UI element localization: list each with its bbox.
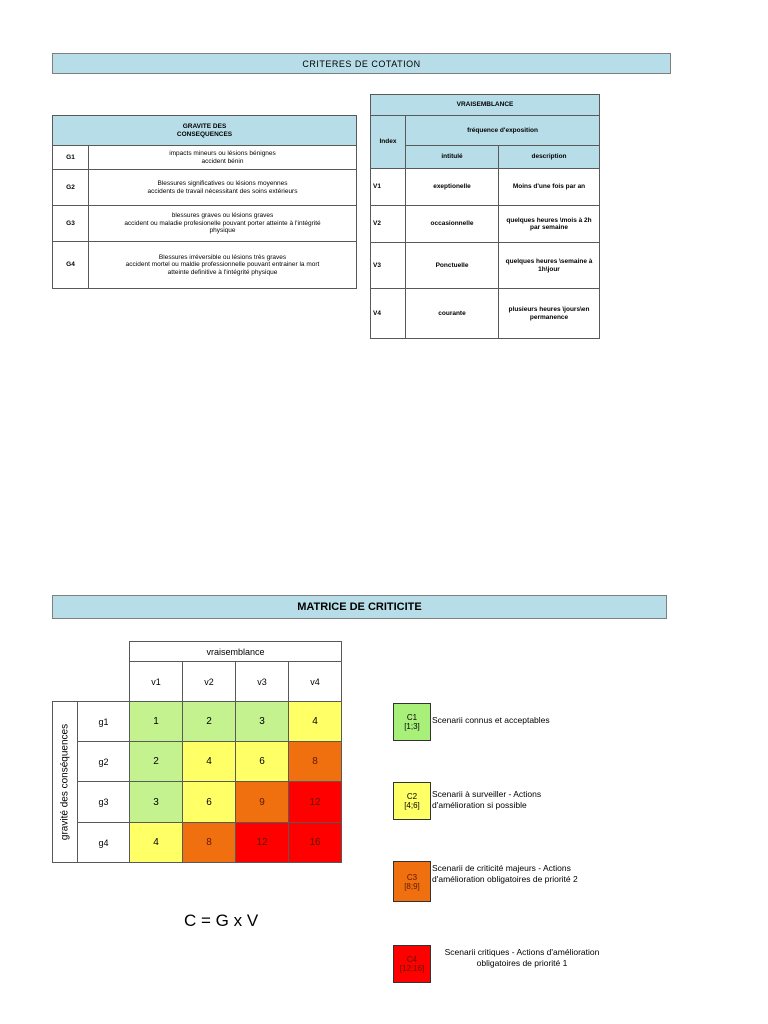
col-label: v4 <box>289 662 342 702</box>
gravite-desc-line: blessures graves ou lésions graves <box>171 212 274 220</box>
col-label: v2 <box>183 662 236 702</box>
intitule-header: intitulé <box>406 146 499 169</box>
row-label: g4 <box>78 823 130 863</box>
row-axis-label <box>53 702 78 863</box>
gravite-row <box>53 146 357 170</box>
vraisemblance-intitule: courante <box>406 289 499 339</box>
vraisemblance-description: Moins d'une fois par an <box>499 169 600 206</box>
formula: C = G x V <box>184 911 259 930</box>
row-label: g2 <box>78 742 130 782</box>
gravite-code: G4 <box>53 242 89 289</box>
legend-c4-text: Scenarii critiques - Actions d'amélioration obligatoires de priorité 1 <box>444 947 600 968</box>
legend-c2-box <box>393 782 431 820</box>
description-header: description <box>499 146 600 169</box>
vraisemblance-code: V4 <box>371 289 406 339</box>
matrix-cell: 8 <box>183 823 236 863</box>
gravite-desc-line: accident mortel ou maldie professionnelle pouvant entrainer la mort <box>125 261 320 269</box>
matrix-cell: 4 <box>289 702 342 742</box>
criticite-matrix <box>52 641 342 863</box>
legend-code: C1 <box>406 713 418 722</box>
gravite-title-line2: CONSEQUENCES <box>176 130 233 138</box>
legend-code: C3 <box>406 872 418 882</box>
vraisemblance-row <box>371 289 600 339</box>
vraisemblance-code: V2 <box>371 206 406 243</box>
col-label: v1 <box>130 662 183 702</box>
matrix-cell: 2 <box>183 702 236 742</box>
gravite-code: G1 <box>53 146 89 170</box>
legend-c1-box <box>393 703 431 741</box>
row-label: g3 <box>78 782 130 823</box>
gravite-desc <box>89 206 357 242</box>
gravite-row <box>53 206 357 242</box>
gravite-title <box>53 116 357 146</box>
matrix-cell: 12 <box>236 823 289 863</box>
vraisemblance-intitule: Ponctuelle <box>406 243 499 289</box>
matrix-cell: 2 <box>130 742 183 782</box>
matrice-header <box>52 595 667 619</box>
matrix-cell: 16 <box>289 823 342 863</box>
gravite-desc <box>89 146 357 170</box>
vraisemblance-description: plusieurs heures \jours\en permanence <box>499 289 600 339</box>
legend-c3-box <box>393 861 431 902</box>
gravite-desc-line: atteinte definitive à l'intégrité physique <box>167 268 278 276</box>
row-axis-text: gravité des conséquences <box>59 723 71 841</box>
vraisemblance-intitule: exeptionelle <box>406 169 499 206</box>
criteres-header <box>52 53 671 74</box>
matrix-row <box>53 823 342 863</box>
matrice-title: MATRICE DE CRITICITE <box>297 601 422 613</box>
legend-c2-text: Scenarii à surveiller - Actions d'amélioration si possible <box>432 789 542 810</box>
matrix-row <box>53 782 342 823</box>
col-label: v3 <box>236 662 289 702</box>
gravite-desc-line: accident ou maladie profesionelle pouvant porter atteinte à l'intégrité <box>124 219 321 227</box>
gravite-desc-line: Blessures irréversible ou lésions très graves <box>158 253 287 261</box>
vraisemblance-table <box>370 94 600 339</box>
gravite-desc <box>89 242 357 289</box>
gravite-row <box>53 170 357 206</box>
vraisemblance-description: quelques heures \mois à 2h par semaine <box>499 206 600 243</box>
vraisemblance-code: V1 <box>371 169 406 206</box>
gravite-desc-line: impacts mineurs ou lésions bénignes <box>169 150 276 157</box>
gravite-code: G2 <box>53 170 89 206</box>
vraisemblance-row <box>371 206 600 243</box>
vraisemblance-code: V3 <box>371 243 406 289</box>
legend-code: C4 <box>406 955 418 964</box>
matrix-cell: 8 <box>289 742 342 782</box>
legend-c4-box <box>393 945 431 983</box>
matrix-row <box>53 742 342 782</box>
index-header: Index <box>371 116 406 169</box>
matrix-cell: 9 <box>236 782 289 823</box>
vraisemblance-col-header: vraisemblance <box>130 642 342 662</box>
matrix-cell: 4 <box>183 742 236 782</box>
gravite-row <box>53 242 357 289</box>
legend-range: [12;16] <box>399 964 425 973</box>
gravite-desc-line: Blessures significatives ou lésions moyennes <box>157 180 288 187</box>
matrix-cell: 3 <box>236 702 289 742</box>
vraisemblance-intitule: occasionnelle <box>406 206 499 243</box>
matrix-cell: 12 <box>289 782 342 823</box>
vraisemblance-description: quelques heures \semaine à 1h\jour <box>499 243 600 289</box>
legend-code: C2 <box>406 792 418 801</box>
matrix-cell: 3 <box>130 782 183 823</box>
matrix-cell: 6 <box>236 742 289 782</box>
gravite-desc-line: accident bénin <box>201 157 244 165</box>
matrix-cell: 1 <box>130 702 183 742</box>
legend-range: [4;6] <box>404 801 420 810</box>
legend-range: [8;9] <box>404 881 420 891</box>
legend-c3-text: Scenarii de criticité majeurs - Actions d'amélioration obligatoires de priorité 2 <box>432 863 578 884</box>
gravite-code: G3 <box>53 206 89 242</box>
gravite-desc-line: physique <box>209 227 236 235</box>
vraisemblance-title: VRAISEMBLANCE <box>371 95 600 116</box>
row-label: g1 <box>78 702 130 742</box>
gravite-desc <box>89 170 357 206</box>
matrix-row <box>53 702 342 742</box>
matrix-cell: 6 <box>183 782 236 823</box>
gravite-title-line1: GRAVITE DES <box>182 123 227 130</box>
matrix-cell: 4 <box>130 823 183 863</box>
vraisemblance-row <box>371 243 600 289</box>
frequence-header: fréquence d'exposition <box>406 116 600 146</box>
gravite-desc-line: accidents de travail nécessitant des soins extérieurs <box>147 187 298 195</box>
criteres-title: CRITERES DE COTATION <box>302 58 421 69</box>
gravite-table <box>52 115 357 289</box>
legend-c1-text: Scenarii connus et acceptables <box>432 715 550 725</box>
vraisemblance-row <box>371 169 600 206</box>
legend-range: [1;3] <box>404 722 420 731</box>
